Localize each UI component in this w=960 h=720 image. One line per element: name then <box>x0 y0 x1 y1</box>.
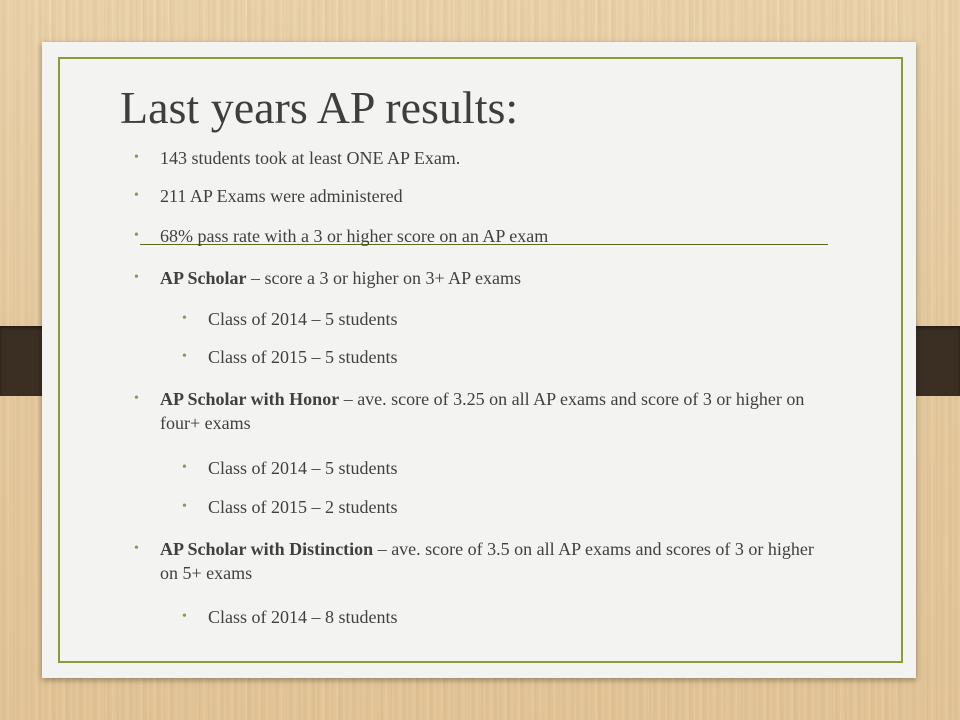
bullet-text: Class of 2014 – 5 students <box>208 458 398 478</box>
bullet-dot-icon: • <box>182 311 187 326</box>
bullet-item <box>134 224 820 248</box>
sub-bullet-item <box>182 456 808 480</box>
bullet-text: – ave. score of 3.25 on all AP exams and score of 3 or higher on four+ exams <box>160 389 805 433</box>
bullet-dot-icon: • <box>134 188 139 203</box>
bullet-text: – ave. score of 3.5 on all AP exams and scores of 3 or higher on 5+ exams <box>160 539 814 583</box>
bullet-text: 143 students took at least ONE AP Exam. <box>160 148 461 168</box>
slide-title: Last years AP results: <box>120 82 519 133</box>
bullet-item <box>134 146 820 170</box>
bullet-dot-icon: • <box>134 391 139 406</box>
bullet-text: – score a 3 or higher on 3+ AP exams <box>246 268 521 288</box>
bullet-item <box>134 387 820 435</box>
bullet-item <box>134 537 820 585</box>
bullet-text: Class of 2015 – 2 students <box>208 497 398 517</box>
sub-bullet-item <box>182 307 808 331</box>
bullet-dot-icon: • <box>182 609 187 624</box>
bullet-dot-icon: • <box>182 460 187 475</box>
bullet-text: 211 AP Exams were administered <box>160 186 403 206</box>
bullet-dot-icon: • <box>182 499 187 514</box>
sub-bullet-item <box>182 605 808 629</box>
sub-bullet-item <box>182 495 808 519</box>
bullet-text: 68% pass rate with a 3 or higher score on an AP exam <box>160 226 549 246</box>
bullet-bold-text: AP Scholar with Distinction <box>160 539 374 559</box>
bullet-text: Class of 2014 – 8 students <box>208 607 398 627</box>
bullet-text: Class of 2014 – 5 students <box>208 309 398 329</box>
bullet-dot-icon: • <box>134 228 139 243</box>
sub-bullet-item <box>182 345 808 369</box>
bullet-dot-icon: • <box>134 541 139 556</box>
bullet-item <box>134 266 820 290</box>
bullet-bold-text: AP Scholar <box>160 268 247 288</box>
bullet-dot-icon: • <box>182 349 187 364</box>
bullet-item <box>134 184 820 208</box>
bullet-dot-icon: • <box>134 270 139 285</box>
bullet-text: Class of 2015 – 5 students <box>208 347 398 367</box>
bullet-dot-icon: • <box>134 150 139 165</box>
bullet-bold-text: AP Scholar with Honor <box>160 389 340 409</box>
